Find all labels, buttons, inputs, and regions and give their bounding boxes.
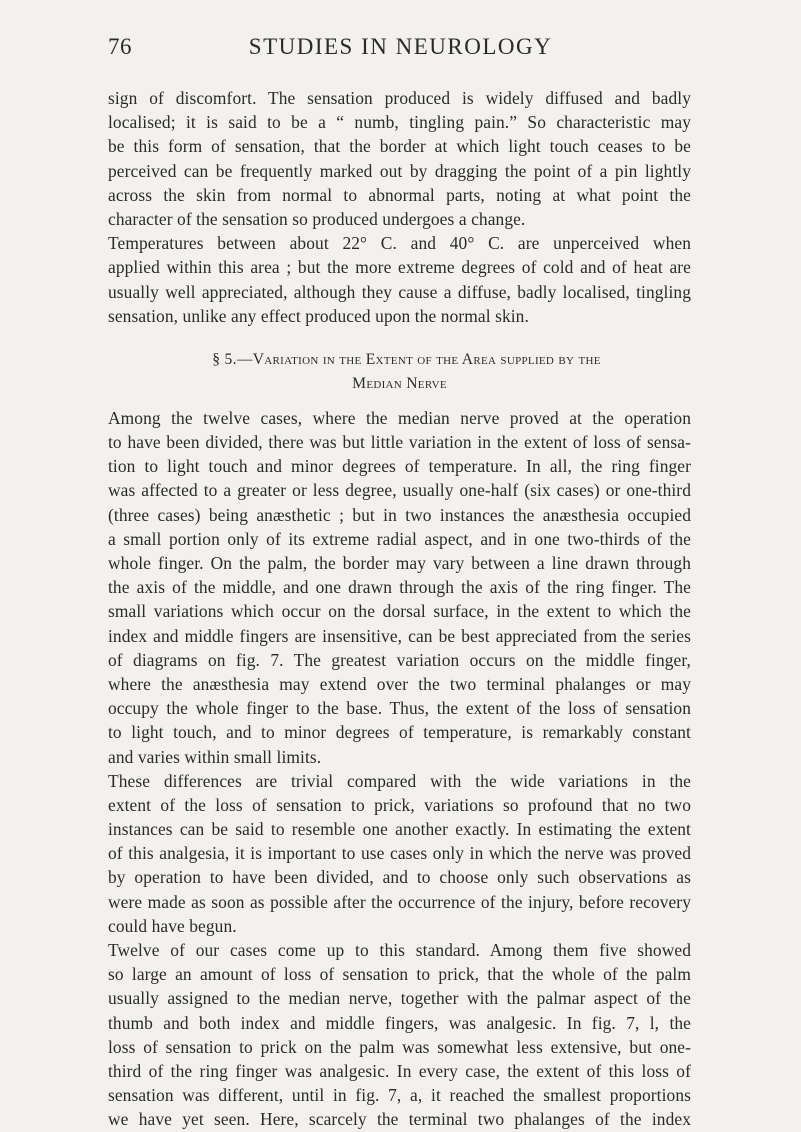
text-line: was affected to a greater or less degree, usually one-half (six cases) or one-third: [108, 480, 691, 501]
text-line: across the skin from normal to abnormal parts, noting at what point the: [108, 184, 691, 205]
text-line: a small portion only of its extreme radial aspect, and in one two-thirds of the: [108, 528, 691, 549]
paragraph-block-a: [108, 86, 691, 328]
text-line: Temperatures between about 22° C. and 40° C. are unperceived when: [108, 233, 691, 254]
text-line: whole finger. On the palm, the border may vary between a line drawn through: [108, 553, 691, 573]
body-text: [108, 86, 691, 1132]
text-line: extent of the loss of sensation to prick, variations so profound that no two: [108, 794, 691, 815]
text-line: occupy the whole finger to the base. Thus, the extent of the loss of sensation: [108, 698, 691, 719]
text-line: localised; it is said to be a “ numb, tingling pain.” So characteristic may: [108, 112, 691, 133]
text-line: small variations which occur on the dorsal surface, in the extent to which the: [108, 601, 691, 622]
text-line: by operation to have been divided, and to choose only such observations as: [108, 867, 691, 888]
text-line: index and middle fingers are insensitive, can be best appreciated from the series: [108, 625, 691, 646]
text-line: thumb and both index and middle fingers, was analgesic. In fig. 7, l, the: [108, 1012, 691, 1033]
page-header: [108, 34, 693, 64]
text-line: could have begun.: [108, 915, 237, 936]
text-line: (three cases) being anæsthetic ; but in two instances the anæsthesia occupied: [108, 504, 691, 525]
text-line: we have yet seen. Here, scarcely the terminal two phalanges of the index: [108, 1109, 691, 1130]
text-line: were made as soon as possible after the occurrence of the injury, before recovery: [108, 891, 691, 912]
text-line: usually well appreciated, although they cause a diffuse, badly localised, tingling: [108, 281, 691, 302]
text-line: Among the twelve cases, where the median nerve proved at the operation: [108, 407, 691, 428]
text-line: the axis of the middle, and one drawn through the axis of the ring finger. The: [108, 577, 691, 598]
text-line: of this analgesia, it is important to use cases only in which the nerve was proved: [108, 843, 691, 864]
paragraph-block-b: [108, 406, 691, 1132]
section-heading: § 5.—Variation in the Extent of the Area supplied by the: [212, 350, 601, 368]
page-number: 76: [108, 34, 132, 59]
text-line: perceived can be frequently marked out by dragging the point of a pin lightly: [108, 160, 691, 181]
text-line: usually assigned to the median nerve, together with the palmar aspect of the: [108, 988, 691, 1009]
text-line: third of the ring finger was analgesic. In every case, the extent of this loss of: [108, 1060, 691, 1081]
text-line: sensation, unlike any effect produced upon the normal skin.: [108, 305, 529, 326]
text-line: loss of sensation to prick on the palm was somewhat less extensive, but one-: [108, 1036, 691, 1057]
text-line: sign of discomfort. The sensation produced is widely diffused and badly: [108, 88, 691, 108]
text-line: tion to light touch and minor degrees of temperature. In all, the ring finger: [108, 456, 691, 477]
text-line: These differences are trivial compared with the wide variations in the: [108, 770, 691, 791]
text-line: and varies within small limits.: [108, 746, 322, 767]
text-line: to have been divided, there was but little variation in the extent of loss of sensa-: [108, 432, 691, 453]
text-line: where the anæsthesia may extend over the two terminal phalanges or may: [108, 673, 691, 694]
text-line: of diagrams on fig. 7. The greatest variation occurs on the middle finger,: [108, 649, 691, 670]
text-line: to light touch, and to minor degrees of temperature, is remarkably constant: [108, 722, 691, 743]
text-line: applied within this area ; but the more extreme degrees of cold and of heat are: [108, 257, 691, 278]
text-line: Twelve of our cases come up to this standard. Among them five showed: [108, 940, 691, 960]
text-line: be this form of sensation, that the border at which light touch ceases to be: [108, 136, 691, 157]
text-line: character of the sensation so produced undergoes a change.: [108, 208, 526, 229]
section-heading-line-2: Median Nerve: [352, 374, 447, 392]
text-line: sensation was different, until in fig. 7, a, it reached the smallest proportions: [108, 1085, 691, 1106]
text-line: instances can be said to resemble one another exactly. In estimating the extent: [108, 819, 691, 840]
running-head: STUDIES IN NEUROLOGY: [248, 34, 553, 59]
text-line: so large an amount of loss of sensation to prick, that the whole of the palm: [108, 964, 691, 985]
